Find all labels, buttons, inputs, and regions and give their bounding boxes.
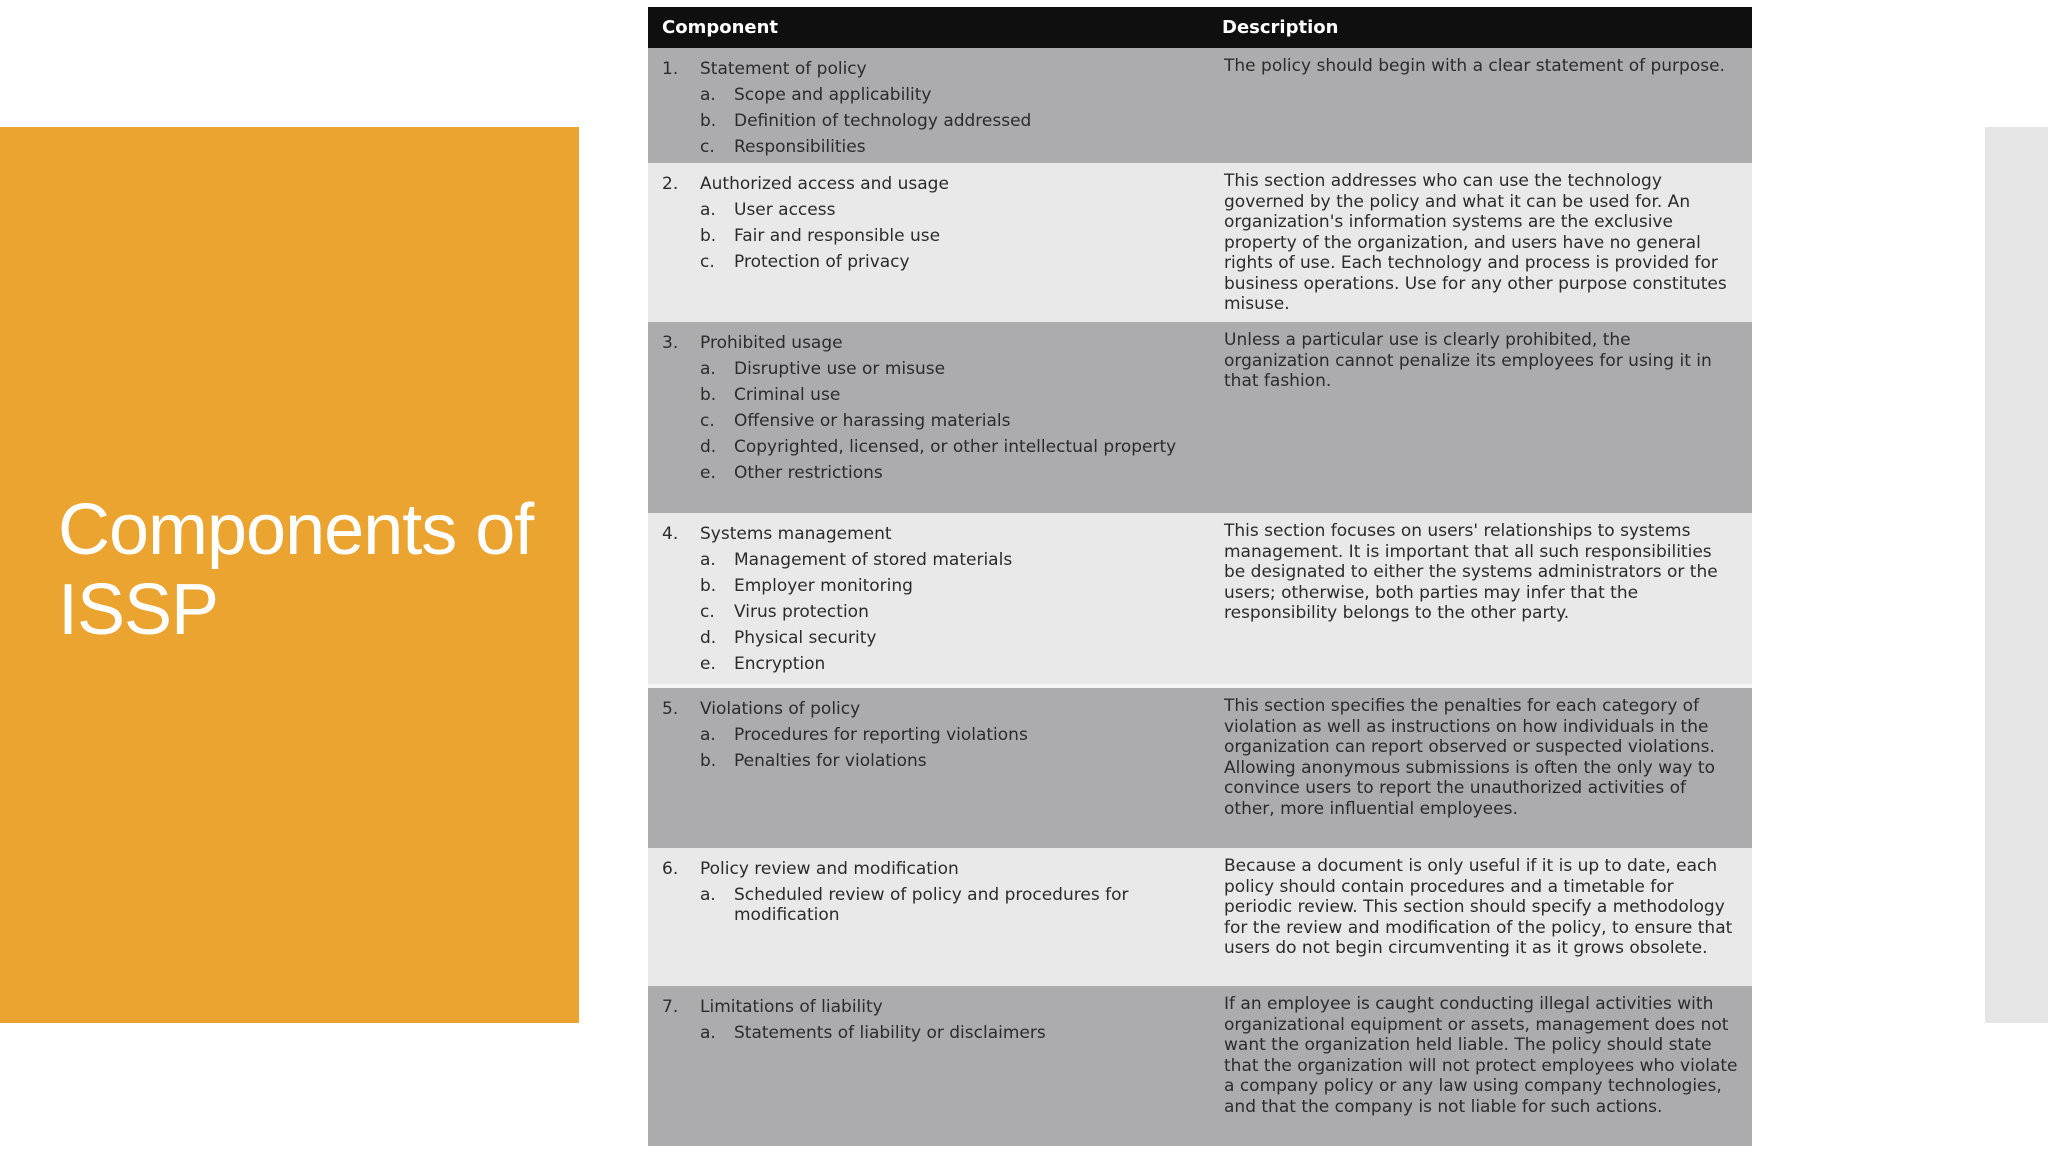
component-cell: [648, 48, 1208, 163]
sub-item: Criminal use: [734, 385, 841, 405]
sub-item: Scope and applicability: [734, 85, 932, 105]
description-cell: This section addresses who can use the technology governed by the policy and what it can be used for. An organization's information systems are the exclusive property of the organization, and users have no general rights of use. Each technology and process is provided for business operations. Use for any other purpose constitutes misuse.: [1224, 171, 1727, 314]
component-label: Prohibited usage: [700, 333, 843, 353]
table-row: [648, 163, 1752, 322]
table-row: [648, 848, 1752, 986]
row-number: 4.: [662, 524, 679, 544]
component-label: Policy review and modification: [700, 859, 959, 879]
component-cell: [648, 688, 1208, 848]
table-row: [648, 986, 1752, 1146]
row-number: 6.: [662, 859, 679, 879]
sub-item: Copyrighted, licensed, or other intellectual property: [734, 437, 1177, 457]
sub-letter: b.: [700, 385, 717, 405]
description-cell: Unless a particular use is clearly prohibited, the organization cannot penalize its employees for using it in that fashion.: [1224, 330, 1712, 391]
sub-item: Definition of technology addressed: [734, 111, 1032, 131]
component-cell: [648, 163, 1208, 322]
sub-letter: c.: [700, 411, 715, 431]
component-label: Authorized access and usage: [700, 174, 949, 194]
sub-item: User access: [734, 200, 836, 220]
slide-title: Components of ISSP: [58, 490, 534, 650]
sub-item: Responsibilities: [734, 137, 866, 157]
row-number: 5.: [662, 699, 679, 719]
table-row: [648, 48, 1752, 163]
description-header: Description: [1222, 17, 1339, 38]
row-number: 7.: [662, 997, 679, 1017]
sub-letter: d.: [700, 437, 717, 457]
sub-letter: a.: [700, 1023, 716, 1043]
sub-letter: b.: [700, 111, 717, 131]
sub-letter: e.: [700, 654, 716, 674]
component-cell: [648, 986, 1208, 1146]
description-cell: This section specifies the penalties for each category of violation as well as instructions on how individuals in the organization can report observed or suspected violations. Allowing anonymous submissions is often the only way to convince users to report the unauthorized activities of other, more influential employees.: [1224, 696, 1715, 819]
sub-item: Management of stored materials: [734, 550, 1013, 570]
sub-item: Procedures for reporting violations: [734, 725, 1028, 745]
component-label: Limitations of liability: [700, 997, 883, 1017]
row-number: 3.: [662, 333, 679, 353]
sub-letter: c.: [700, 137, 715, 157]
sub-letter: a.: [700, 550, 716, 570]
component-label: Systems management: [700, 524, 892, 544]
component-cell: [648, 513, 1208, 684]
component-label: Violations of policy: [700, 699, 861, 719]
sub-letter: b.: [700, 576, 717, 596]
component-cell: [648, 848, 1208, 986]
sub-letter: a.: [700, 85, 716, 105]
sub-item: Other restrictions: [734, 463, 883, 483]
sub-item: Fair and responsible use: [734, 226, 941, 246]
sub-item: Penalties for violations: [734, 751, 927, 771]
table-row: [648, 513, 1752, 684]
sub-letter: b.: [700, 751, 717, 771]
sub-item: Physical security: [734, 628, 877, 648]
issp-components-table: [648, 7, 1752, 1147]
sub-item: Statements of liability or disclaimers: [734, 1023, 1046, 1043]
description-cell: If an employee is caught conducting illegal activities with organizational equipment or assets, management does not want the organization held liable. The policy should state that the organization will not protect employees who violate a company policy or any law using company technologies, and that the company is not liable for such actions.: [1224, 994, 1738, 1117]
sub-letter: e.: [700, 463, 716, 483]
sub-item: Employer monitoring: [734, 576, 913, 596]
sub-letter: c.: [700, 252, 715, 272]
sub-item: Disruptive use or misuse: [734, 359, 946, 379]
component-header: Component: [662, 17, 779, 38]
component-label: Statement of policy: [700, 59, 867, 79]
sub-item: Scheduled review of policy and procedures for modification: [734, 885, 1129, 925]
table-row: [648, 322, 1752, 513]
sub-letter: a.: [700, 200, 716, 220]
description-cell: This section focuses on users' relationships to systems management. It is important that all such responsibilities be designated to either the systems administrators or the users; otherwise, both parties may infer that the responsibility belongs to the other party.: [1224, 521, 1718, 623]
description-cell: The policy should begin with a clear statement of purpose.: [1224, 56, 1725, 76]
row-number: 2.: [662, 174, 679, 194]
sub-item: Virus protection: [734, 602, 869, 622]
component-cell: [648, 322, 1208, 513]
sub-item: Encryption: [734, 654, 826, 674]
sub-letter: a.: [700, 359, 716, 379]
row-number: 1.: [662, 59, 679, 79]
table-header: [648, 7, 1752, 48]
description-cell: Because a document is only useful if it is up to date, each policy should contain procedures and a timetable for periodic review. This section should specify a methodology for the review and modification of the policy, to ensure that users do not begin circumventing it as it grows obsolete.: [1224, 856, 1733, 958]
sub-letter: c.: [700, 602, 715, 622]
sub-letter: b.: [700, 226, 717, 246]
right-accent-panel: [1985, 127, 2048, 1023]
table-row: [648, 688, 1752, 848]
sub-letter: a.: [700, 725, 716, 745]
sub-letter: a.: [700, 885, 716, 905]
sub-letter: d.: [700, 628, 717, 648]
sub-item: Protection of privacy: [734, 252, 910, 272]
sub-item: Offensive or harassing materials: [734, 411, 1011, 431]
